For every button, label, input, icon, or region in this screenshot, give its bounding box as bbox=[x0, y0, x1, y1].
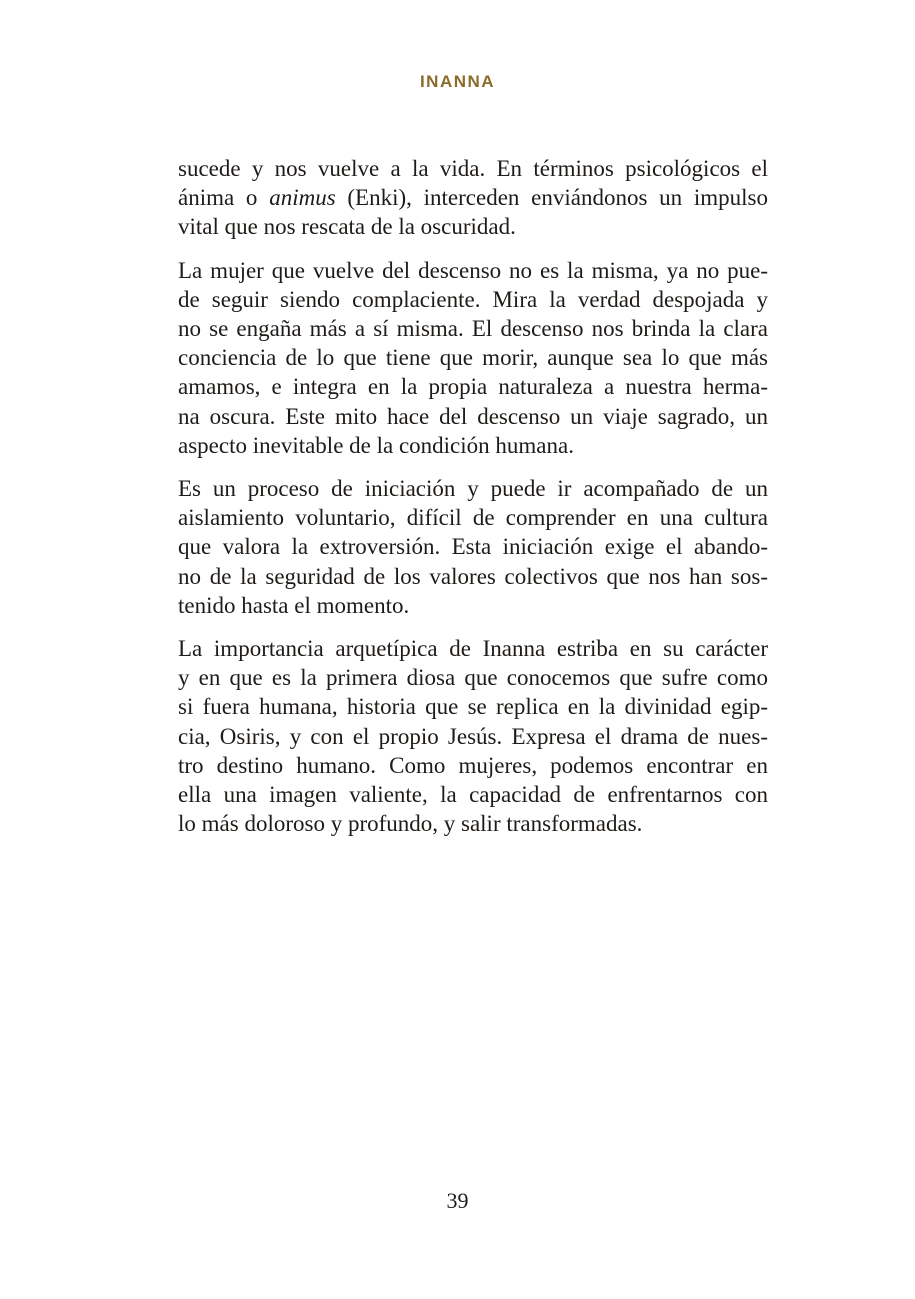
text-line: que valora la extroversión. Esta iniciación exige el abando- bbox=[178, 534, 768, 560]
text-line: sucede y nos vuelve a la vida. En términos psicológicos el bbox=[178, 156, 768, 181]
paragraph bbox=[178, 634, 768, 838]
paragraph bbox=[178, 256, 768, 460]
text-line: La mujer que vuelve del descenso no es la misma, ya no pue- bbox=[178, 257, 768, 283]
text-line: de seguir siendo complaciente. Mira la verdad despojada y bbox=[178, 286, 768, 312]
text-line: ella una imagen valiente, la capacidad de enfrentarnos con bbox=[178, 782, 768, 808]
paragraph bbox=[178, 154, 768, 242]
text-line: aspecto inevitable de la condición humana. bbox=[178, 432, 574, 458]
page-number: 39 bbox=[446, 1188, 469, 1213]
text-line: tenido hasta el momento. bbox=[178, 592, 410, 618]
text-line: Es un proceso de iniciación y puede ir acompañado de un bbox=[178, 476, 768, 502]
text-line: aislamiento voluntario, difícil de comprender en una cultura bbox=[178, 505, 768, 531]
text-line: tro destino humano. Como mujeres, podemos encontrar en bbox=[178, 752, 768, 778]
text-line: conciencia de lo que tiene que morir, aunque sea lo que más bbox=[178, 345, 768, 371]
text-line: no se engaña más a sí misma. El descenso nos brinda la clara bbox=[178, 316, 768, 342]
text-line: no de la seguridad de los valores colectivos que nos han sos- bbox=[178, 563, 768, 589]
text-line: La importancia arquetípica de Inanna estriba en su carácter bbox=[178, 636, 768, 662]
italic-term: animus bbox=[269, 185, 336, 211]
text-line: na oscura. Este mito hace del descenso un viaje sagrado, un bbox=[178, 403, 768, 429]
text-line: amamos, e integra en la propia naturaleza a nuestra herma- bbox=[178, 374, 768, 400]
text-line: si fuera humana, historia que se replica en la divinidad egip- bbox=[178, 694, 768, 720]
text-line: cia, Osiris, y con el propio Jesús. Expresa el drama de nues- bbox=[178, 723, 768, 749]
paragraph bbox=[178, 474, 768, 620]
text-line: ánima o animus (Enki), interceden enviándonos un impulso bbox=[178, 185, 768, 211]
text-line: lo más doloroso y profundo, y salir transformadas. bbox=[178, 811, 643, 837]
text-line: vital que nos rescata de la oscuridad. bbox=[178, 214, 516, 240]
running-header-title: INANNA bbox=[419, 72, 496, 91]
text-line: y en que es la primera diosa que conocemos que sufre como bbox=[178, 665, 768, 691]
body-text bbox=[178, 154, 768, 852]
